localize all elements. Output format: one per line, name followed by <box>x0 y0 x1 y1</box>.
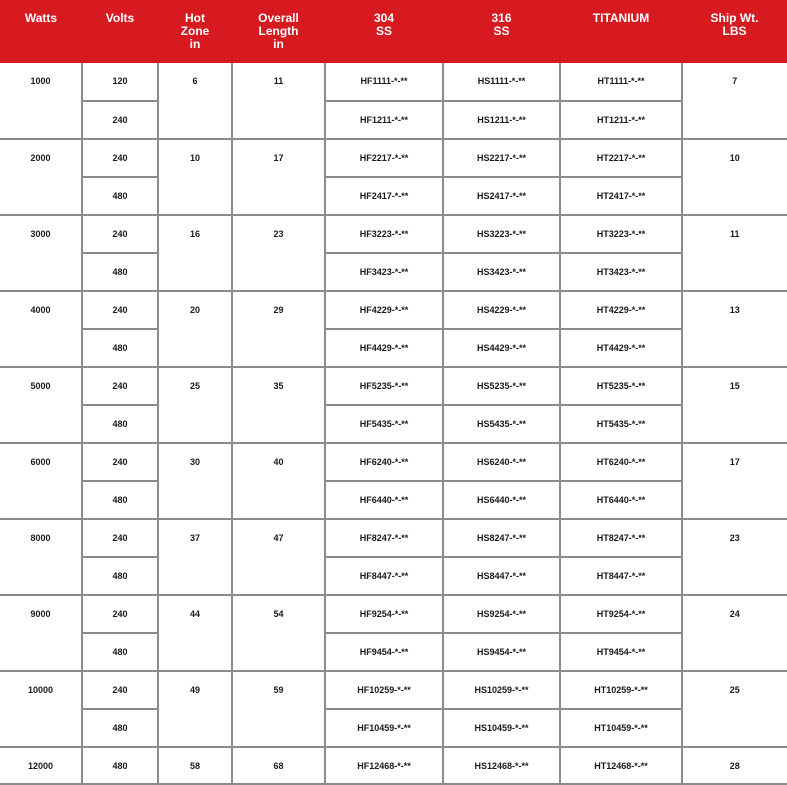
volts-cell: 240 <box>82 101 158 139</box>
ss304-part-cell: HF5435-*-** <box>325 405 443 443</box>
ss316-part-cell: HS4229-*-** <box>443 291 560 329</box>
hot-zone-cell: 37 <box>158 519 232 595</box>
table-row <box>0 633 787 671</box>
ss304-part-cell: HF10259-*-** <box>325 671 443 709</box>
volts-cell: 480 <box>82 709 158 747</box>
watts-cell: 6000 <box>0 443 82 519</box>
ss304-part-cell: HF6440-*-** <box>325 481 443 519</box>
ss304-part-cell: HF1211-*-** <box>325 101 443 139</box>
ship-weight-cell: 23 <box>682 519 787 595</box>
header-titanium: TITANIUM <box>560 0 682 63</box>
table-row <box>0 671 787 709</box>
watts-cell: 5000 <box>0 367 82 443</box>
volts-cell: 240 <box>82 215 158 253</box>
table-row <box>0 595 787 633</box>
ss304-part-cell: HF9454-*-** <box>325 633 443 671</box>
table-header <box>0 0 787 63</box>
overall-length-cell: 47 <box>232 519 325 595</box>
hot-zone-cell: 16 <box>158 215 232 291</box>
table-row <box>0 291 787 329</box>
hot-zone-cell: 58 <box>158 747 232 784</box>
volts-cell: 240 <box>82 443 158 481</box>
ship-weight-cell: 24 <box>682 595 787 671</box>
ss316-part-cell: HS12468-*-** <box>443 747 560 784</box>
table-row <box>0 367 787 405</box>
ss316-part-cell: HS9254-*-** <box>443 595 560 633</box>
titanium-part-cell: HT5435-*-** <box>560 405 682 443</box>
titanium-part-cell: HT5235-*-** <box>560 367 682 405</box>
volts-cell: 480 <box>82 405 158 443</box>
hot-zone-cell: 6 <box>158 63 232 139</box>
volts-cell: 240 <box>82 291 158 329</box>
titanium-part-cell: HT3223-*-** <box>560 215 682 253</box>
ss316-part-cell: HS10259-*-** <box>443 671 560 709</box>
ship-weight-cell: 28 <box>682 747 787 784</box>
watts-cell: 9000 <box>0 595 82 671</box>
overall-length-cell: 40 <box>232 443 325 519</box>
ss304-part-cell: HF12468-*-** <box>325 747 443 784</box>
hot-zone-cell: 20 <box>158 291 232 367</box>
ship-weight-cell: 15 <box>682 367 787 443</box>
titanium-part-cell: HT9254-*-** <box>560 595 682 633</box>
overall-length-cell: 29 <box>232 291 325 367</box>
header-overall-length: Overall Length in <box>232 0 325 63</box>
ss304-part-cell: HF5235-*-** <box>325 367 443 405</box>
titanium-part-cell: HT6240-*-** <box>560 443 682 481</box>
ss316-part-cell: HS10459-*-** <box>443 709 560 747</box>
ss316-part-cell: HS4429-*-** <box>443 329 560 367</box>
ss304-part-cell: HF4429-*-** <box>325 329 443 367</box>
titanium-part-cell: HT3423-*-** <box>560 253 682 291</box>
watts-cell: 10000 <box>0 671 82 747</box>
titanium-part-cell: HT4229-*-** <box>560 291 682 329</box>
titanium-part-cell: HT1211-*-** <box>560 101 682 139</box>
ss316-part-cell: HS6240-*-** <box>443 443 560 481</box>
table-row <box>0 443 787 481</box>
hot-zone-cell: 49 <box>158 671 232 747</box>
titanium-part-cell: HT4429-*-** <box>560 329 682 367</box>
hot-zone-cell: 10 <box>158 139 232 215</box>
ss316-part-cell: HS6440-*-** <box>443 481 560 519</box>
watts-cell: 8000 <box>0 519 82 595</box>
titanium-part-cell: HT9454-*-** <box>560 633 682 671</box>
table-row <box>0 101 787 139</box>
volts-cell: 120 <box>82 63 158 101</box>
titanium-part-cell: HT2417-*-** <box>560 177 682 215</box>
ss316-part-cell: HS2217-*-** <box>443 139 560 177</box>
table-row <box>0 747 787 784</box>
watts-cell: 1000 <box>0 63 82 139</box>
ss316-part-cell: HS1211-*-** <box>443 101 560 139</box>
ss316-part-cell: HS3423-*-** <box>443 253 560 291</box>
table-body <box>0 63 787 784</box>
volts-cell: 480 <box>82 557 158 595</box>
volts-cell: 240 <box>82 595 158 633</box>
ship-weight-cell: 17 <box>682 443 787 519</box>
table-row <box>0 177 787 215</box>
table-row <box>0 215 787 253</box>
ss304-part-cell: HF1111-*-** <box>325 63 443 101</box>
ss304-part-cell: HF4229-*-** <box>325 291 443 329</box>
ss304-part-cell: HF10459-*-** <box>325 709 443 747</box>
volts-cell: 480 <box>82 747 158 784</box>
titanium-part-cell: HT1111-*-** <box>560 63 682 101</box>
table-row <box>0 329 787 367</box>
header-304-ss: 304 SS <box>325 0 443 63</box>
ss316-part-cell: HS5235-*-** <box>443 367 560 405</box>
ship-weight-cell: 25 <box>682 671 787 747</box>
ship-weight-cell: 13 <box>682 291 787 367</box>
titanium-part-cell: HT10259-*-** <box>560 671 682 709</box>
overall-length-cell: 59 <box>232 671 325 747</box>
ss316-part-cell: HS8247-*-** <box>443 519 560 557</box>
table-row <box>0 557 787 595</box>
header-watts: Watts <box>0 0 82 63</box>
ss304-part-cell: HF8247-*-** <box>325 519 443 557</box>
volts-cell: 480 <box>82 329 158 367</box>
table-row <box>0 481 787 519</box>
volts-cell: 240 <box>82 671 158 709</box>
table-row <box>0 709 787 747</box>
ss316-part-cell: HS5435-*-** <box>443 405 560 443</box>
overall-length-cell: 68 <box>232 747 325 784</box>
volts-cell: 480 <box>82 633 158 671</box>
volts-cell: 240 <box>82 519 158 557</box>
ship-weight-cell: 11 <box>682 215 787 291</box>
watts-cell: 3000 <box>0 215 82 291</box>
titanium-part-cell: HT6440-*-** <box>560 481 682 519</box>
header-volts: Volts <box>82 0 158 63</box>
ss316-part-cell: HS9454-*-** <box>443 633 560 671</box>
ss304-part-cell: HF3423-*-** <box>325 253 443 291</box>
watts-cell: 4000 <box>0 291 82 367</box>
titanium-part-cell: HT12468-*-** <box>560 747 682 784</box>
watts-cell: 2000 <box>0 139 82 215</box>
ss304-part-cell: HF2217-*-** <box>325 139 443 177</box>
hot-zone-cell: 44 <box>158 595 232 671</box>
volts-cell: 480 <box>82 253 158 291</box>
titanium-part-cell: HT8247-*-** <box>560 519 682 557</box>
ss316-part-cell: HS1111-*-** <box>443 63 560 101</box>
hot-zone-cell: 30 <box>158 443 232 519</box>
header-316-ss: 316 SS <box>443 0 560 63</box>
header-hot-zone: Hot Zone in <box>158 0 232 63</box>
header-ship-weight: Ship Wt. LBS <box>682 0 787 63</box>
table-row <box>0 253 787 291</box>
overall-length-cell: 17 <box>232 139 325 215</box>
volts-cell: 480 <box>82 177 158 215</box>
volts-cell: 240 <box>82 139 158 177</box>
ss316-part-cell: HS8447-*-** <box>443 557 560 595</box>
ss304-part-cell: HF9254-*-** <box>325 595 443 633</box>
table-row <box>0 63 787 101</box>
titanium-part-cell: HT8447-*-** <box>560 557 682 595</box>
table-row <box>0 139 787 177</box>
ss304-part-cell: HF3223-*-** <box>325 215 443 253</box>
titanium-part-cell: HT2217-*-** <box>560 139 682 177</box>
overall-length-cell: 35 <box>232 367 325 443</box>
overall-length-cell: 54 <box>232 595 325 671</box>
table-row <box>0 405 787 443</box>
ss316-part-cell: HS3223-*-** <box>443 215 560 253</box>
ss316-part-cell: HS2417-*-** <box>443 177 560 215</box>
volts-cell: 480 <box>82 481 158 519</box>
ship-weight-cell: 10 <box>682 139 787 215</box>
volts-cell: 240 <box>82 367 158 405</box>
titanium-part-cell: HT10459-*-** <box>560 709 682 747</box>
overall-length-cell: 23 <box>232 215 325 291</box>
ss304-part-cell: HF8447-*-** <box>325 557 443 595</box>
ship-weight-cell: 7 <box>682 63 787 139</box>
table-row <box>0 519 787 557</box>
ss304-part-cell: HF6240-*-** <box>325 443 443 481</box>
watts-cell: 12000 <box>0 747 82 784</box>
ss304-part-cell: HF2417-*-** <box>325 177 443 215</box>
hot-zone-cell: 25 <box>158 367 232 443</box>
overall-length-cell: 11 <box>232 63 325 139</box>
